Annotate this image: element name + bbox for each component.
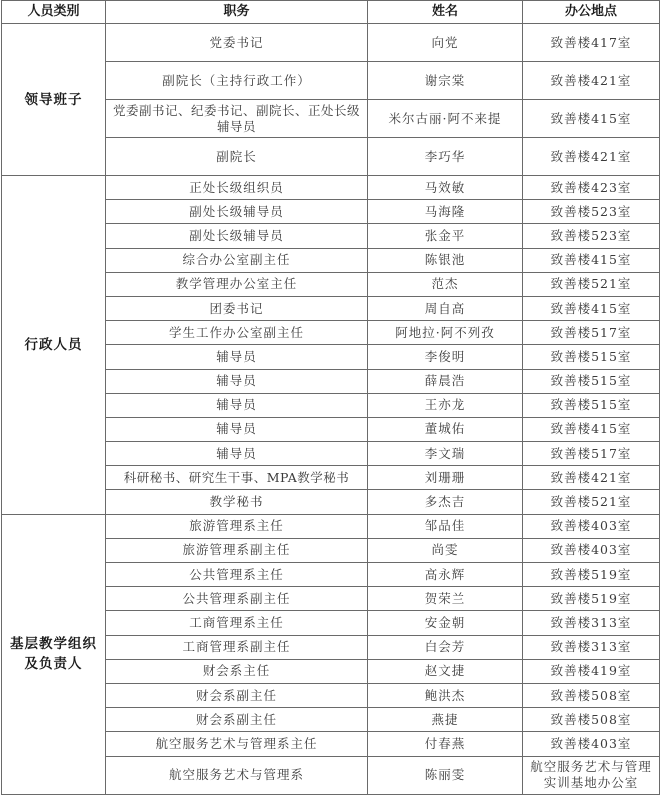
name-cell: 付春燕 [368,732,523,756]
position-cell: 航空服务艺术与管理系主任 [106,732,368,756]
table-row [2,24,660,62]
name-cell: 薛晨浩 [368,369,523,393]
position-cell: 辅导员 [106,417,368,441]
office-cell: 致善楼421室 [523,466,660,490]
name-cell: 陈丽雯 [368,756,523,794]
office-cell: 致善楼421室 [523,62,660,100]
name-cell: 安金朝 [368,611,523,635]
table-row [2,514,660,538]
office-cell: 致善楼521室 [523,490,660,514]
position-cell: 辅导员 [106,442,368,466]
position-cell: 辅导员 [106,393,368,417]
name-cell: 贺荣兰 [368,587,523,611]
name-cell: 马效敏 [368,176,523,200]
position-cell: 财会系副主任 [106,708,368,732]
position-cell: 教学秘书 [106,490,368,514]
position-cell: 辅导员 [106,369,368,393]
name-cell: 米尔古丽·阿不来提 [368,100,523,138]
category-administration: 行政人员 [2,176,106,515]
position-cell: 副处长级辅导员 [106,200,368,224]
office-cell: 致善楼415室 [523,100,660,138]
office-cell: 致善楼515室 [523,369,660,393]
name-cell: 赵文捷 [368,659,523,683]
position-cell: 航空服务艺术与管理系 [106,756,368,794]
position-cell: 财会系副主任 [106,683,368,707]
header-position: 职务 [106,1,368,24]
office-cell: 致善楼415室 [523,417,660,441]
office-cell: 致善楼508室 [523,683,660,707]
office-cell: 致善楼517室 [523,321,660,345]
office-cell: 致善楼423室 [523,176,660,200]
office-cell: 航空服务艺术与管理实训基地办公室 [523,756,660,794]
office-cell: 致善楼419室 [523,659,660,683]
office-cell: 致善楼519室 [523,587,660,611]
name-cell: 马海隆 [368,200,523,224]
header-name: 姓名 [368,1,523,24]
position-cell: 副院长 [106,138,368,176]
office-cell: 致善楼421室 [523,138,660,176]
office-cell: 致善楼415室 [523,248,660,272]
office-cell: 致善楼313室 [523,635,660,659]
position-cell: 公共管理系主任 [106,563,368,587]
office-cell: 致善楼403室 [523,732,660,756]
name-cell: 邹品佳 [368,514,523,538]
name-cell: 向党 [368,24,523,62]
position-cell: 党委书记 [106,24,368,62]
position-cell: 教学管理办公室主任 [106,272,368,296]
position-cell: 团委书记 [106,296,368,320]
position-cell: 辅导员 [106,345,368,369]
name-cell: 谢宗棠 [368,62,523,100]
office-cell: 致善楼517室 [523,442,660,466]
position-cell: 公共管理系副主任 [106,587,368,611]
office-cell: 致善楼508室 [523,708,660,732]
name-cell: 尚雯 [368,538,523,562]
office-cell: 致善楼523室 [523,200,660,224]
name-cell: 刘珊珊 [368,466,523,490]
table-header-row [2,1,660,24]
name-cell: 李巧华 [368,138,523,176]
position-cell: 学生工作办公室副主任 [106,321,368,345]
name-cell: 阿地拉·阿不列孜 [368,321,523,345]
office-cell: 致善楼313室 [523,611,660,635]
position-cell: 旅游管理系副主任 [106,538,368,562]
position-cell: 财会系主任 [106,659,368,683]
position-cell: 旅游管理系主任 [106,514,368,538]
name-cell: 李文瑞 [368,442,523,466]
header-office: 办公地点 [523,1,660,24]
position-cell: 副处长级辅导员 [106,224,368,248]
position-cell: 副院长（主持行政工作） [106,62,368,100]
staff-directory-table [1,0,660,795]
category-teaching: 基层教学组织及负责人 [2,514,106,794]
name-cell: 董城佑 [368,417,523,441]
office-cell: 致善楼417室 [523,24,660,62]
name-cell: 范杰 [368,272,523,296]
name-cell: 陈银池 [368,248,523,272]
position-cell: 工商管理系主任 [106,611,368,635]
name-cell: 白会芳 [368,635,523,659]
office-cell: 致善楼403室 [523,538,660,562]
position-cell: 科研秘书、研究生干事、MPA教学秘书 [106,466,368,490]
name-cell: 李俊明 [368,345,523,369]
position-cell: 党委副书记、纪委书记、副院长、正处长级辅导员 [106,100,368,138]
office-cell: 致善楼523室 [523,224,660,248]
table-row [2,176,660,200]
name-cell: 高永辉 [368,563,523,587]
category-leadership: 领导班子 [2,24,106,176]
name-cell: 王亦龙 [368,393,523,417]
office-cell: 致善楼515室 [523,345,660,369]
name-cell: 鲍洪杰 [368,683,523,707]
position-cell: 综合办公室副主任 [106,248,368,272]
name-cell: 张金平 [368,224,523,248]
header-category: 人员类别 [2,1,106,24]
office-cell: 致善楼515室 [523,393,660,417]
office-cell: 致善楼519室 [523,563,660,587]
position-cell: 工商管理系副主任 [106,635,368,659]
name-cell: 多杰吉 [368,490,523,514]
office-cell: 致善楼403室 [523,514,660,538]
office-cell: 致善楼415室 [523,296,660,320]
position-cell: 正处长级组织员 [106,176,368,200]
office-cell: 致善楼521室 [523,272,660,296]
name-cell: 燕捷 [368,708,523,732]
name-cell: 周自高 [368,296,523,320]
